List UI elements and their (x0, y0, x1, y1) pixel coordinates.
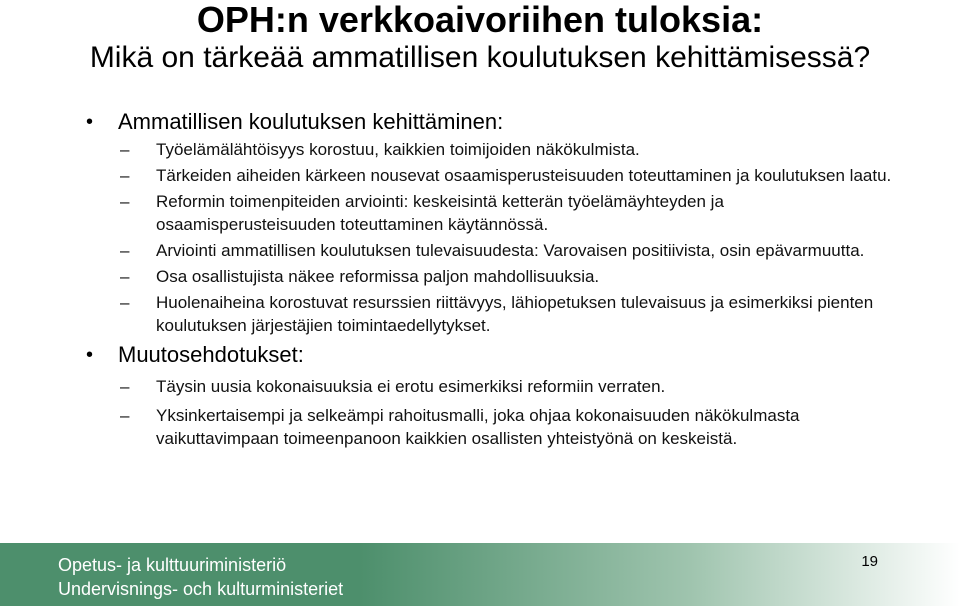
bullet-icon: • (86, 344, 94, 366)
dash-icon: – (120, 140, 130, 159)
list-item (0, 404, 960, 450)
list-item-text: Tärkeiden aiheiden kärkeen nousevat osaamisperusteisuuden toteuttaminen ja koulutuksen laatu. (156, 166, 892, 185)
section-development (0, 108, 960, 337)
section-heading-text: Ammatillisen koulutuksen kehittäminen: (118, 109, 504, 134)
list-item-text: Osa osallistujista näkee reformissa paljon mahdollisuuksia. (156, 267, 600, 286)
title-subtitle: Mikä on tärkeää ammatillisen koulutuksen kehittämisessä? (89, 41, 871, 74)
list-item (0, 265, 960, 288)
section-heading (0, 108, 960, 138)
list-item (0, 164, 960, 187)
list-item-text: Huolenaiheina korostuvat resurssien riittävyys, lähiopetuksen tulevaisuus ja esimerkiksi pienten koulutuksen järjestäjien toimintaedellytykset. (156, 293, 874, 335)
slide-title (0, 0, 960, 76)
dash-icon: – (120, 377, 130, 396)
list-item (0, 190, 960, 236)
dash-icon: – (120, 293, 130, 312)
list-item-text: Yksinkertaisempi ja selkeämpi rahoitusmalli, joka ohjaa kokonaisuuden näkökulmasta vaikuttavimpaan toimeenpanoon kaikkien osallisten yhteistyönä on keskeistä. (156, 406, 800, 448)
slide-content (0, 108, 960, 453)
sub-bullet-list (0, 138, 960, 337)
dash-icon: – (120, 166, 130, 185)
list-item-text: Työelämälähtöisyys korostuu, kaikkien toimijoiden näkökulmista. (156, 140, 640, 159)
list-item (0, 291, 960, 337)
section-heading (0, 341, 960, 375)
ministry-name-sv: Undervisnings- och kulturministeriet (58, 579, 344, 599)
ministry-logo (58, 553, 343, 601)
footer-bar (0, 543, 960, 606)
list-item (0, 239, 960, 262)
dash-icon: – (120, 241, 130, 260)
page-number: 19 (861, 553, 878, 570)
list-item-text: Täysin uusia kokonaisuuksia ei erotu esimerkiksi reformiin verraten. (156, 377, 666, 396)
sub-bullet-list (0, 375, 960, 450)
section-heading-text: Muutosehdotukset: (118, 342, 304, 367)
list-item-text: Arviointi ammatillisen koulutuksen tulevaisuudesta: Varovaisen positiivista, osin epävarmuutta. (156, 241, 865, 260)
list-item-text: Reformin toimenpiteiden arviointi: keskeisintä ketterän työelämäyhteyden ja osaamisperusteisuuden toteuttaminen käytännössä. (156, 192, 724, 234)
ministry-name-fi: Opetus- ja kulttuuriministeriö (58, 555, 287, 575)
dash-icon: – (120, 192, 130, 211)
dash-icon: – (120, 406, 130, 425)
bullet-icon: • (86, 111, 94, 133)
section-proposals (0, 341, 960, 450)
list-item (0, 375, 960, 398)
list-item (0, 138, 960, 161)
title-main: OPH:n verkkoaivoriihen tuloksia: (196, 0, 764, 40)
dash-icon: – (120, 267, 130, 286)
